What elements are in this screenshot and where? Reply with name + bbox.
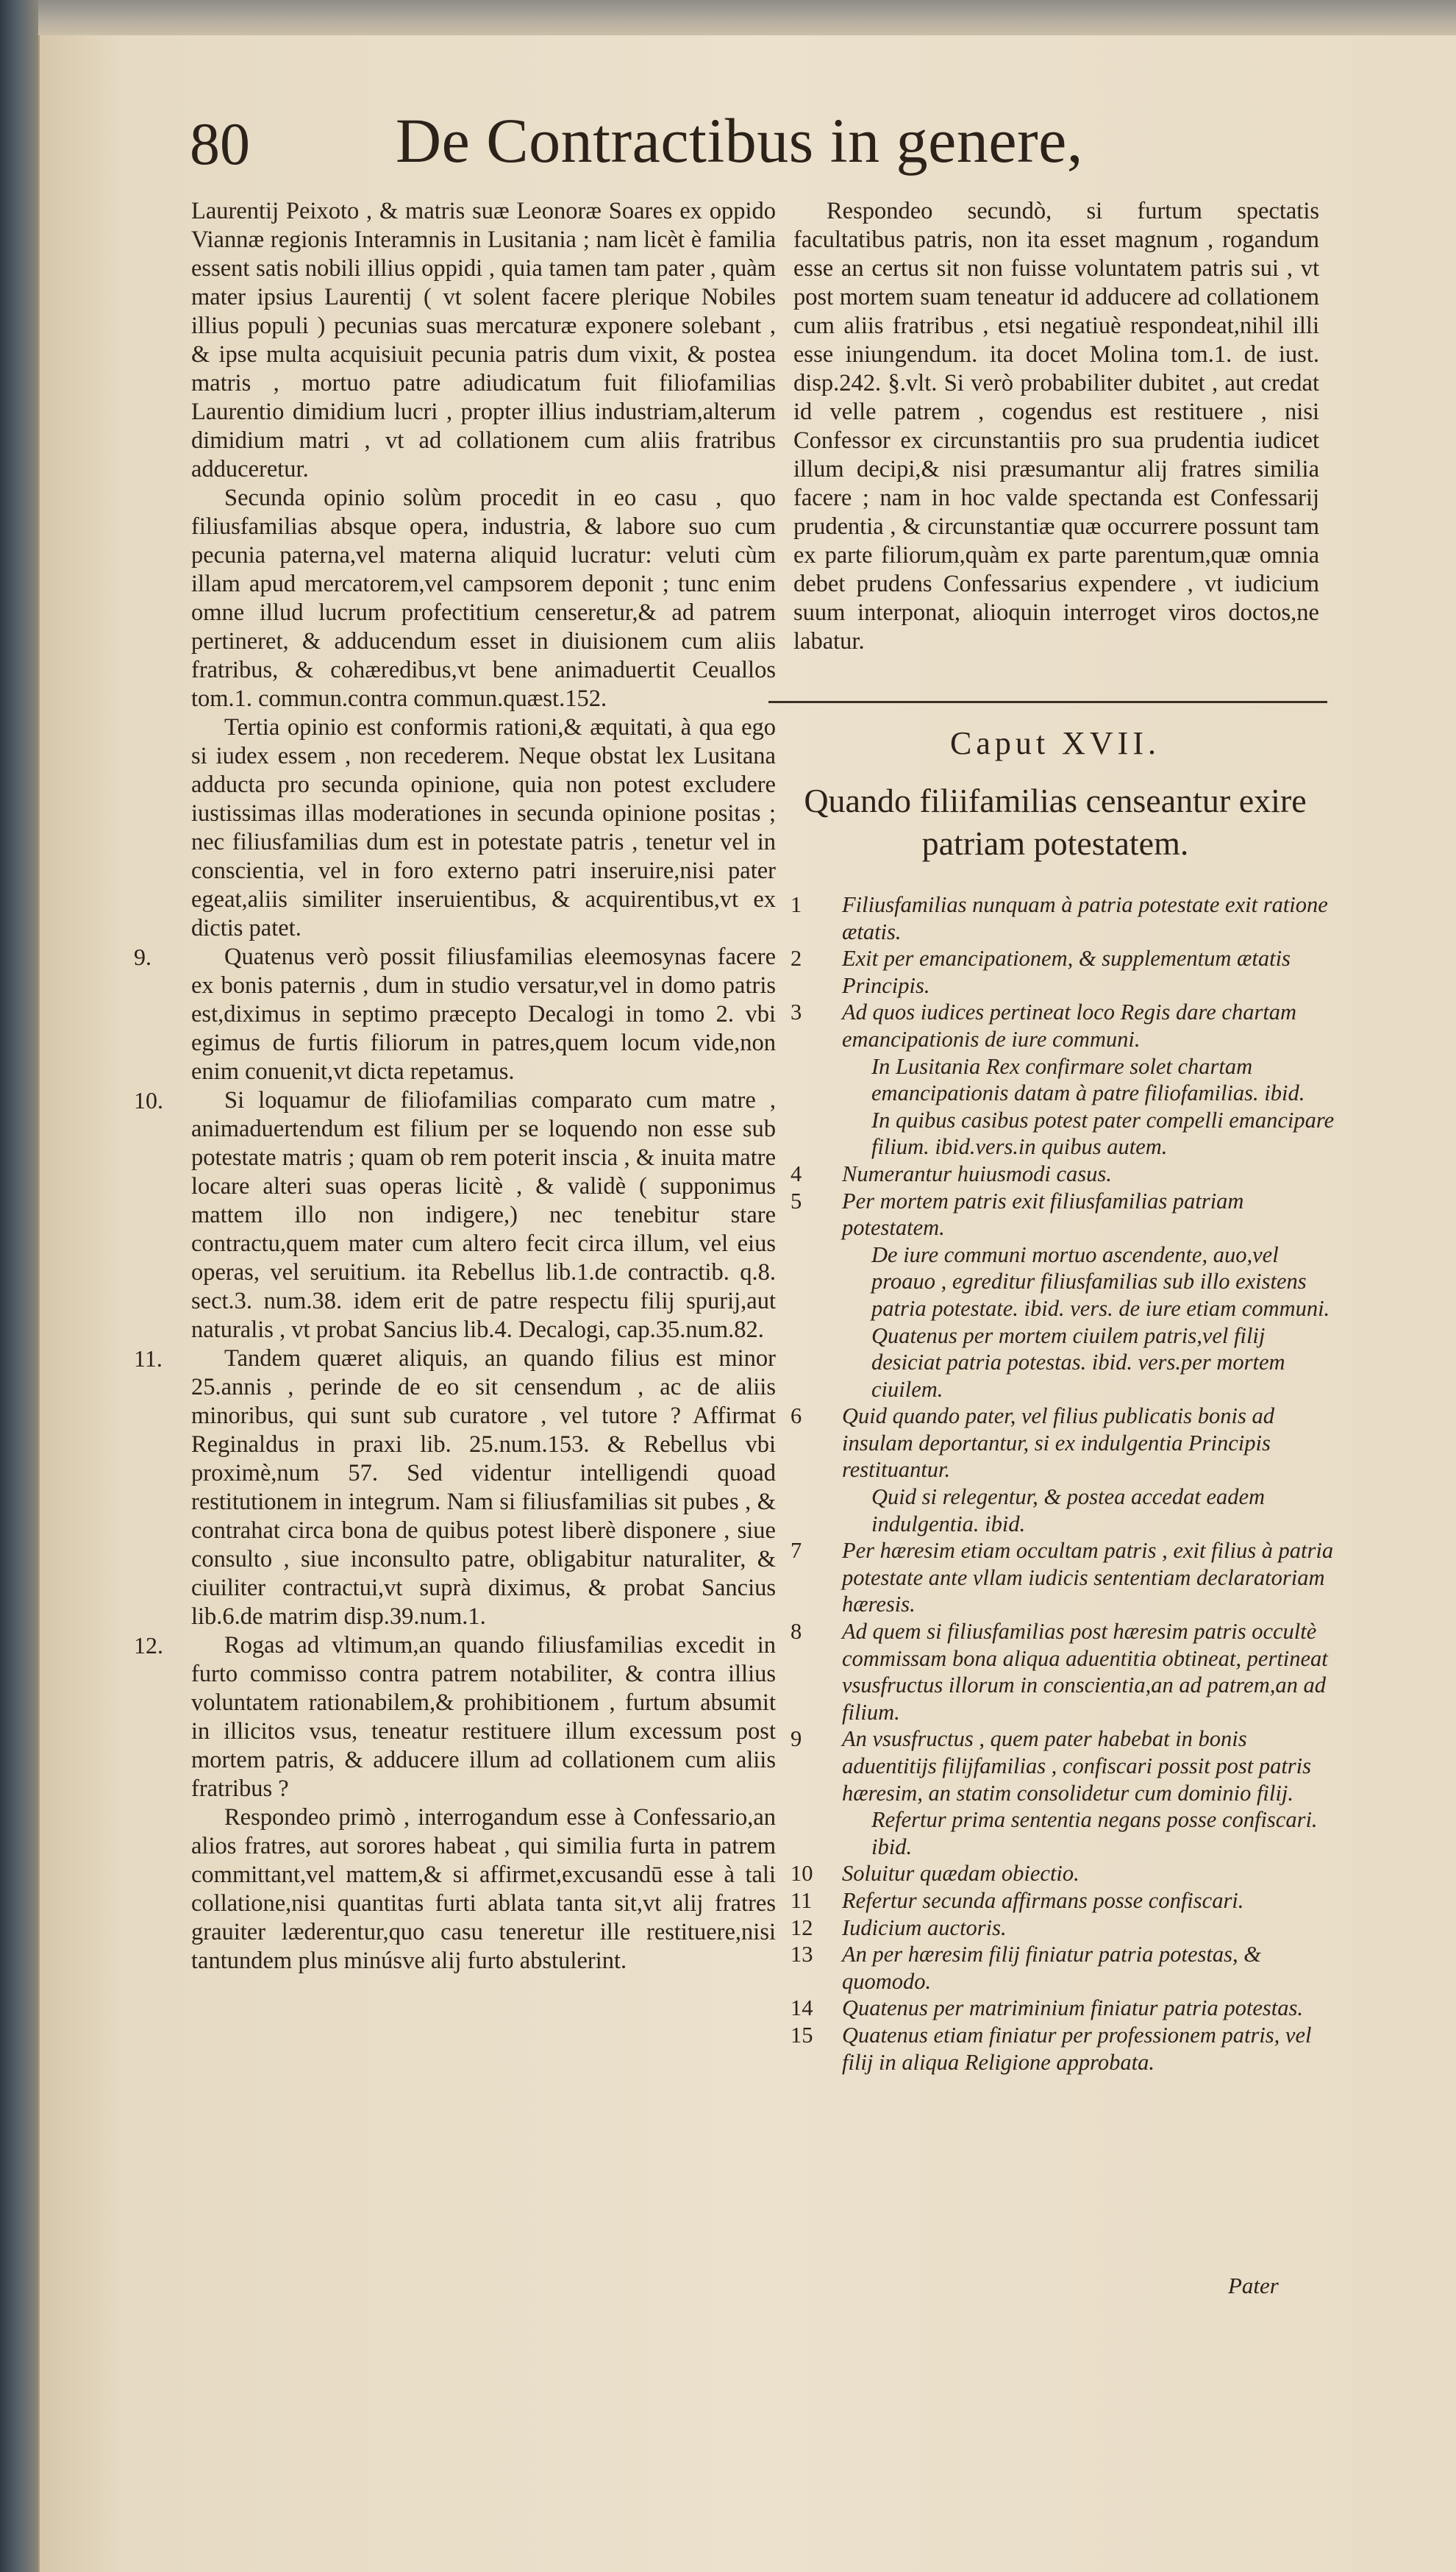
paragraph bbox=[134, 1086, 776, 1344]
summary-item bbox=[791, 2022, 1335, 2076]
chapter-title: Quando filiifamilias censeantur exire patriam potestatem. bbox=[804, 782, 1307, 862]
paragraph-text: Respondeo primò , interrogandum esse à Confessario,an alios fratres, aut sorores habeat , qui similia furta in patrem committant,vel mattem,& si affirmet,excusandū esse à tali collatione,nisi quantitas furti ablata tanta sit,vt alij fratres grauiter læderentur,quo casu teneretur ille restituere,nisi tantundem plus minúsve alij furto abstulerint. bbox=[191, 1804, 776, 1974]
summary-item bbox=[791, 1887, 1335, 1914]
summary-item bbox=[791, 1161, 1335, 1188]
summary-number: 5 bbox=[791, 1188, 802, 1214]
marginal-number: 11. bbox=[134, 1345, 163, 1372]
catchword: Pater bbox=[1228, 2273, 1279, 2298]
summary-text: Numerantur huiusmodi casus. bbox=[842, 1161, 1112, 1186]
paragraph-text: Tertia opinio est conformis rationi,& æquitati, à qua ego si iudex essem , non recederem. Neque obstat lex Lusitana adducta pro secunda opinione, quia non potest excludere iustissimas illas moderationes in secunda opinione positas ; nec filiusfamilias dum est in potestate patris , tenetur vel in conscientia, vel in foro externo patri inseruire,nisi pater egeat,aliis similiter inseruientibus, & acquirentibus,vt ex dictis patet. bbox=[191, 714, 776, 941]
summary-number: 3 bbox=[791, 1000, 802, 1025]
summary-text: In quibus casibus potest pater compelli emancipare filium. ibid.vers.in quibus autem. bbox=[871, 1107, 1335, 1160]
marginal-number: 10. bbox=[134, 1087, 163, 1114]
summary-item bbox=[791, 1941, 1335, 1995]
paragraph bbox=[134, 943, 776, 1086]
summary-item bbox=[791, 1403, 1335, 1483]
summary-item bbox=[791, 1053, 1335, 1107]
summary-item bbox=[791, 1995, 1335, 2022]
paragraph bbox=[134, 1631, 776, 1803]
summary-number: 2 bbox=[791, 946, 802, 972]
summary-text: Ad quos iudices pertineat loco Regis dare chartam emancipationis de iure communi. bbox=[842, 1000, 1297, 1052]
summary-text: Soluitur quædam obiectio. bbox=[842, 1861, 1079, 1887]
paragraph bbox=[191, 197, 776, 484]
summary-number: 14 bbox=[791, 1995, 813, 2021]
summary-item bbox=[791, 1725, 1335, 1806]
summary-text: Quid quando pater, vel filius publicatis bonis ad insulam deportantur, si ex indulgentia Principis restituantur. bbox=[842, 1403, 1274, 1483]
page-number: 80 bbox=[190, 110, 250, 177]
summary-item bbox=[791, 1322, 1335, 1403]
summary-number: 7 bbox=[791, 1538, 802, 1564]
summary-text: Exit per emancipationem, & supplementum ætatis Principis. bbox=[842, 946, 1291, 998]
summary-item bbox=[791, 1806, 1335, 1860]
summary-item bbox=[791, 1860, 1335, 1887]
summary-text: Refertur secunda affirmans posse confiscari. bbox=[842, 1887, 1244, 1913]
summary-item bbox=[791, 999, 1335, 1052]
summary-item bbox=[791, 1537, 1335, 1618]
summary-item bbox=[791, 1914, 1335, 1942]
summary-text: An per hæresim filij finiatur patria potestas, & quomodo. bbox=[842, 1942, 1261, 1994]
summary-number: 1 bbox=[791, 892, 802, 917]
summary-text: Refertur prima sententia negans posse confiscari. ibid. bbox=[871, 1807, 1318, 1859]
summary-item bbox=[791, 945, 1335, 999]
paragraph-text: Rogas ad vltimum,an quando filiusfamilias excedit in furto commisso contra patrem notabiliter, & contra illius voluntatem rationabilem,& prohibitionem , furtum absumit in illicitos vsus, teneatur restituere illum excessum post mortem patris, & adducere illum ad collationem cum aliis fratribus ? bbox=[191, 1632, 776, 1802]
summary-text: Quatenus etiam finiatur per professionem patris, vel filij in aliqua Religione approbata. bbox=[842, 2022, 1312, 2075]
summary-text: Quid si relegentur, & postea accedat eadem indulgentia. ibid. bbox=[871, 1484, 1266, 1536]
summary-text: De iure communi mortuo ascendente, auo,vel proauo , egreditur filiusfamilias sub illo existens patria potestate. ibid. vers. de iure etiam communi. bbox=[871, 1242, 1330, 1321]
summary-text: Quatenus per mortem ciuilem patris,vel filij desiciat patria potestas. ibid. vers.per mortem ciuilem. bbox=[871, 1322, 1285, 1402]
summary-text: Quatenus per matriminium finiatur patria potestas. bbox=[842, 1995, 1303, 2021]
running-head: De Contractibus in genere, bbox=[396, 105, 1083, 176]
right-column-text bbox=[793, 197, 1319, 656]
paragraph-text: Si loquamur de filiofamilias comparato cum matre , animaduertendum est filium per se loquendo non esse sub potestate matris ; quam ob rem poterit inscia , & inuita matre locare alteri suas operas licitè , & validè ( supponimus mattem illo non indigere,) nec tenebitur stare contractu,quem mater cum altero fecit circa illum, vel eius operas, vel seruitium. ita Rebellus lib.1.de contractib. q.8. sect.3. num.38. idem erit de patre respectu filij spurij,aut naturalis , vt probat Sancius lib.4. Decalogi, cap.35.num.82. bbox=[191, 1087, 776, 1343]
summary-number: 8 bbox=[791, 1619, 802, 1645]
paragraph-text: Quatenus verò possit filiusfamilias eleemosynas facere ex bonis paternis , dum in studio versatur,vel in domo patris est,diximus in septimo præcepto Decalogi in tomo 2. vbi egimus de furtis filiorum in patres,quem locum vide,non enim conuenit,vt dicta repetamus. bbox=[191, 944, 776, 1085]
summary-text: Filiusfamilias nunquam à patria potestate exit ratione ætatis. bbox=[842, 892, 1328, 944]
summary-number: 10 bbox=[791, 1861, 813, 1887]
chapter-heading: Caput XVII. bbox=[950, 725, 1160, 761]
section-rule bbox=[768, 701, 1327, 703]
paragraph bbox=[134, 1344, 776, 1631]
summary-number: 13 bbox=[791, 1942, 813, 1967]
summary-number: 6 bbox=[791, 1403, 802, 1429]
paragraph: Respondeo secundò, si furtum spectatis facultatibus patris, non ita esset magnum , rogandum esse an certus sit non fuisse voluntatem patris sui , vt post mortem suam teneatur id adducere ad collationem cum aliis fratribus , etsi negatiuè respondeat,nihil illi esse iniungendum. ita docet Molina tom.1. de iust. disp.242. §.vlt. Si verò probabiliter dubitet , aut credat id velle patrem , cogendus est restituere , nisi Confessor ex circunstantiis pro sua prudentia iudicet illum decipi,& nisi præsumantur alij fratres similia facere ; nam in hoc valde spectanda est Confessarij prudentia , & circunstantiæ quæ occurrere possunt tam ex parte filiorum,quàm ex parte parentum,quæ omnia debet prudens Confessarius expendere , vt iudicium suum interponat, alioquin interroget viros doctos,ne labatur. bbox=[793, 198, 1319, 655]
left-column bbox=[134, 197, 776, 1976]
summary-number: 12 bbox=[791, 1914, 813, 1940]
summary-item bbox=[791, 1107, 1335, 1161]
paragraph bbox=[191, 1803, 776, 1976]
summary-item bbox=[791, 1618, 1335, 1725]
book-binding bbox=[0, 0, 38, 2572]
summary-text: An vsusfructus , quem pater habebat in bonis aduentitijs filijfamilias , confiscari possit post patris hæresim, an statim consolidetur cum dominio filij. bbox=[842, 1726, 1312, 1806]
summary-item bbox=[791, 891, 1335, 945]
summary-text: Per mortem patris exit filiusfamilias patriam potestatem. bbox=[842, 1188, 1244, 1241]
summary-number: 4 bbox=[791, 1161, 802, 1186]
marginal-number: 9. bbox=[134, 944, 151, 970]
chapter-summary bbox=[791, 891, 1335, 2076]
summary-text: Iudicium auctoris. bbox=[842, 1914, 1007, 1940]
paragraph-text: Secunda opinio solùm procedit in eo casu , quo filiusfamilias absque opera, industria, & labore suo cum pecunia paterna,vel materna aliquid lucratur: veluti cùm illam apud mercatorem,vel campsorem deponit ; tunc enim omne illud lucrum profectitium censeretur,& ad patrem pertineret, & adducendum esset in diuisionem cum aliis fratribus, & cohæredibus,vt bene animaduertit Ceuallos tom.1. commun.contra commun.quæst.152. bbox=[191, 485, 776, 712]
paragraph-text: Tandem quæret aliquis, an quando filius est minor 25.annis , perinde de eo sit censendum , ac de aliis minoribus, qui sunt sub curatore , vel tutore ? Affirmat Reginaldus in praxi lib. 25.num.153. & Rebellus vbi proximè,num 57. Sed videntur intelligendi quoad restitutionem in integrum. Nam si filiusfamilias sit pubes , & contrahat circa bona de quibus potest liberè disponere , siue consulto , siue inconsulto patre, obligabitur naturaliter, & ciuiliter contractui,vt suprà diximus, & probat Sancius lib.6.de matrim disp.39.num.1. bbox=[191, 1345, 776, 1630]
summary-item bbox=[791, 1242, 1335, 1322]
summary-text: In Lusitania Rex confirmare solet chartam emancipationis datam à patre filiofamilias. ibid. bbox=[871, 1053, 1305, 1106]
summary-number: 15 bbox=[791, 2022, 813, 2048]
paragraph bbox=[191, 484, 776, 713]
summary-text: Ad quem si filiusfamilias post hæresim patris occultè commissam bona aliqua aduentitia obtineat, pertineat vsusfructus illorum in conscientia,an ad patrem,an ad filium. bbox=[842, 1619, 1328, 1725]
marginal-number: 12. bbox=[134, 1632, 163, 1659]
summary-item bbox=[791, 1188, 1335, 1242]
summary-item bbox=[791, 1483, 1335, 1537]
summary-number: 11 bbox=[791, 1887, 813, 1913]
page-top-edge bbox=[38, 0, 1456, 35]
summary-number: 9 bbox=[791, 1726, 802, 1752]
paragraph-text: Laurentij Peixoto , & matris suæ Leonoræ Soares ex oppido Viannæ regionis Interamnis in Lusitania ; nam licèt è familia essent satis nobili illius oppidi , quia tamen tam pater , quàm mater ipsius Laurentij ( vt solent facere plerique Nobiles illius populi ) pecunias suas mercaturæ exponere solebant , & ipse multa acquisiuit pecunia patris dum vixit, & postea matris , mortuo patre adiudicatum fuit filiofamilias Laurentio dimidium lucri , propter illius industriam,alterum dimidium matri , vt ad collationem cum aliis fratribus adduceretur. bbox=[191, 198, 776, 482]
paragraph bbox=[191, 713, 776, 943]
summary-text: Per hæresim etiam occultam patris , exit filius à patria potestate ante vllam iudicis sententiam declaratoriam hæresis. bbox=[842, 1538, 1334, 1617]
